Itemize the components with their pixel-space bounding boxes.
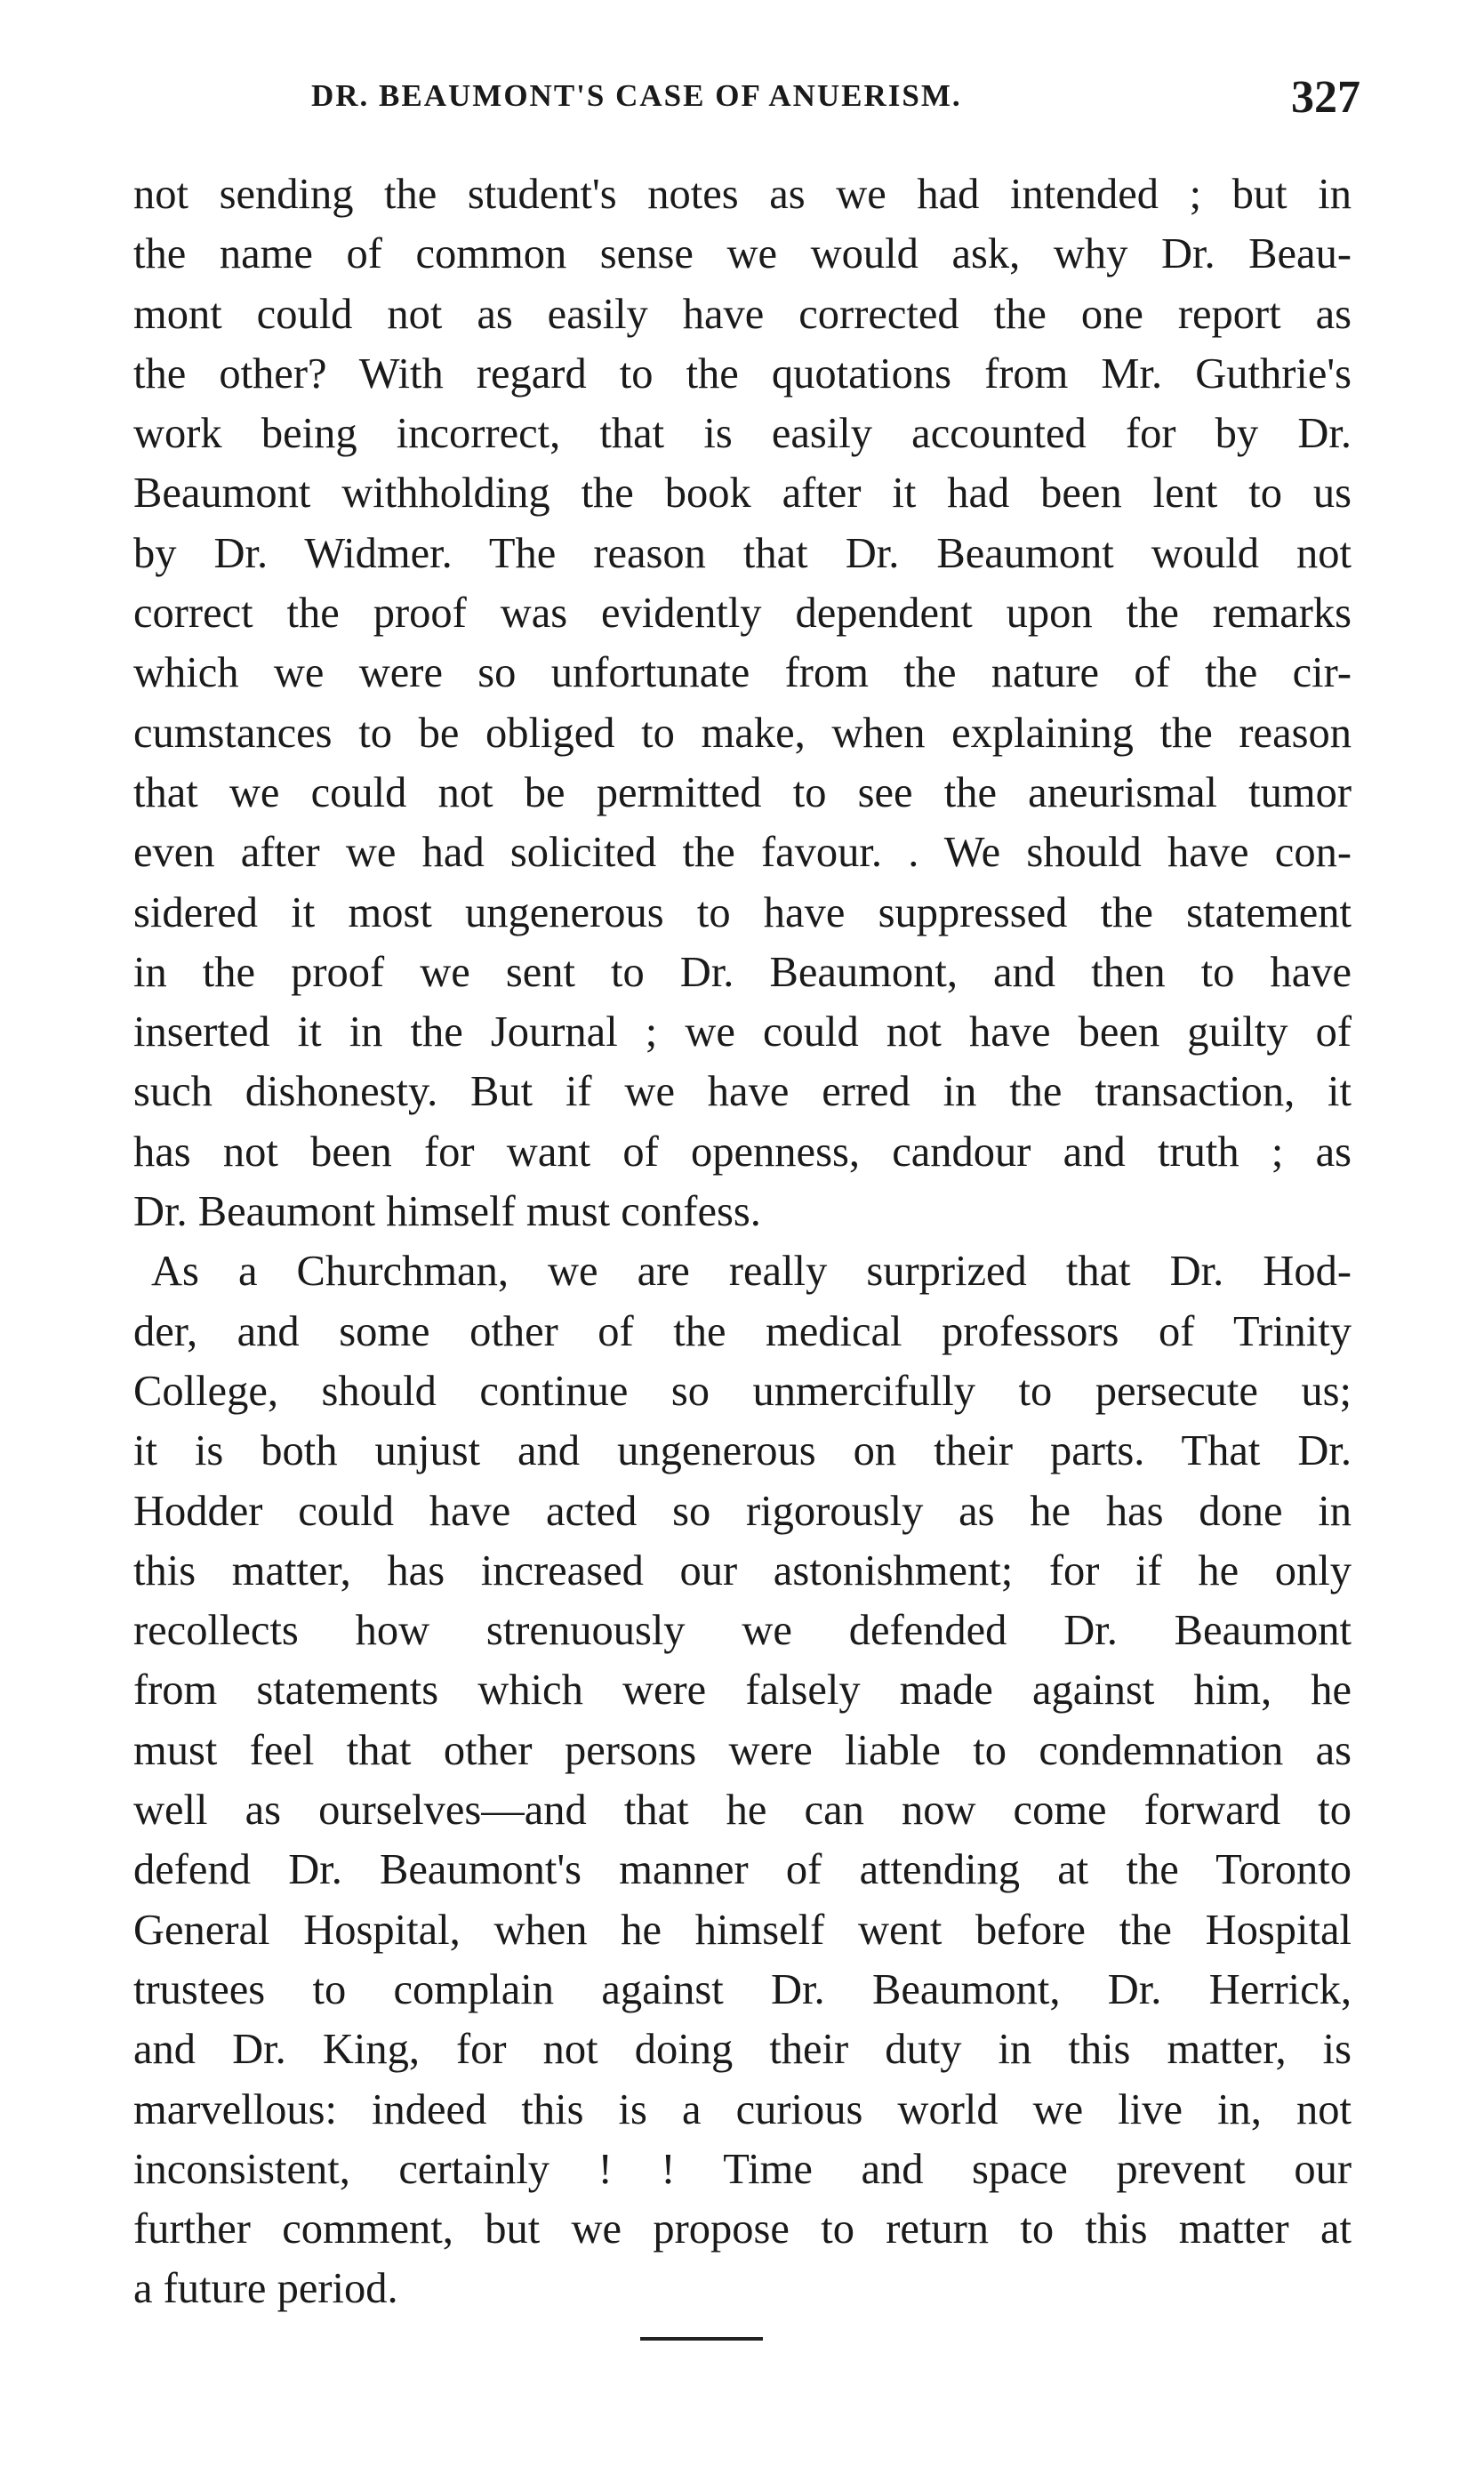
text-line: further comment, but we propose to return to this matter at	[133, 2205, 1352, 2253]
text-line: well as ourselves—and that he can now come forward to	[133, 1787, 1352, 1835]
text-line: inserted it in the Journal ; we could not have been guilty of	[133, 1008, 1352, 1056]
text-line: marvellous: indeed this is a curious world we live in, not	[133, 2085, 1352, 2133]
text-line: Beaumont withholding the book after it had been lent to us	[133, 470, 1352, 518]
text-line: sidered it most ungenerous to have suppressed the statement	[133, 888, 1352, 936]
text-line: even after we had solicited the favour. . We should have con-	[133, 829, 1352, 877]
text-line: trustees to complain against Dr. Beaumont, Dr. Herrick,	[133, 1965, 1352, 2013]
text-line: General Hospital, when he himself went before the Hospital	[133, 1906, 1352, 1954]
paragraph-last-line: a future period.	[133, 2265, 398, 2313]
text-line: that we could not be permitted to see the aneurismal tumor	[133, 768, 1352, 816]
text-line: the name of common sense we would ask, why Dr. Beau-	[133, 230, 1352, 278]
text-line: work being incorrect, that is easily accounted for by Dr.	[133, 410, 1352, 458]
running-head	[133, 72, 1360, 141]
text-line: such dishonesty. But if we have erred in the transaction, it	[133, 1068, 1352, 1116]
text-line: inconsistent, certainly ! ! Time and space prevent our	[133, 2145, 1352, 2193]
text-line: by Dr. Widmer. The reason that Dr. Beaumont would not	[133, 529, 1352, 577]
text-line: correct the proof was evidently dependent upon the remarks	[133, 590, 1352, 638]
text-line: has not been for want of openness, candour and truth ; as	[133, 1128, 1352, 1176]
text-line: College, should continue so unmercifully to persecute us;	[133, 1367, 1352, 1415]
text-line: defend Dr. Beaumont's manner of attending at the Toronto	[133, 1846, 1352, 1894]
article-body	[133, 165, 1352, 2319]
text-line: it is both unjust and ungenerous on their parts. That Dr.	[133, 1427, 1352, 1475]
paragraph-first-line: As a Churchman, we are really surprized that Dr. Hod-	[151, 1248, 1352, 1296]
page-number: 327	[1291, 72, 1360, 123]
text-line: which we were so unfortunate from the nature of the cir-	[133, 649, 1352, 697]
closing-rule	[640, 2337, 763, 2341]
text-line: mont could not as easily have corrected the one report as	[133, 290, 1352, 338]
paragraph-last-line: Dr. Beaumont himself must confess.	[133, 1188, 761, 1236]
text-line: der, and some other of the medical professors of Trinity	[133, 1307, 1352, 1355]
text-line: recollects how strenuously we defended Dr. Beaumont	[133, 1607, 1352, 1655]
text-line: must feel that other persons were liable to condemnation as	[133, 1726, 1352, 1774]
text-line: and Dr. King, for not doing their duty in this matter, is	[133, 2026, 1352, 2074]
text-line: the other? With regard to the quotations from Mr. Guthrie's	[133, 349, 1352, 398]
text-line: cumstances to be obliged to make, when explaining the reason	[133, 709, 1352, 757]
running-title: DR. BEAUMONT'S CASE OF ANUERISM.	[311, 78, 962, 113]
text-line: Hodder could have acted so rigorously as he has done in	[133, 1487, 1352, 1535]
text-line: from statements which were falsely made against him, he	[133, 1667, 1352, 1715]
text-line: this matter, has increased our astonishment; for if he only	[133, 1546, 1352, 1594]
text-line: not sending the student's notes as we had intended ; but in	[133, 171, 1352, 218]
text-line: in the proof we sent to Dr. Beaumont, and then to have	[133, 948, 1352, 996]
